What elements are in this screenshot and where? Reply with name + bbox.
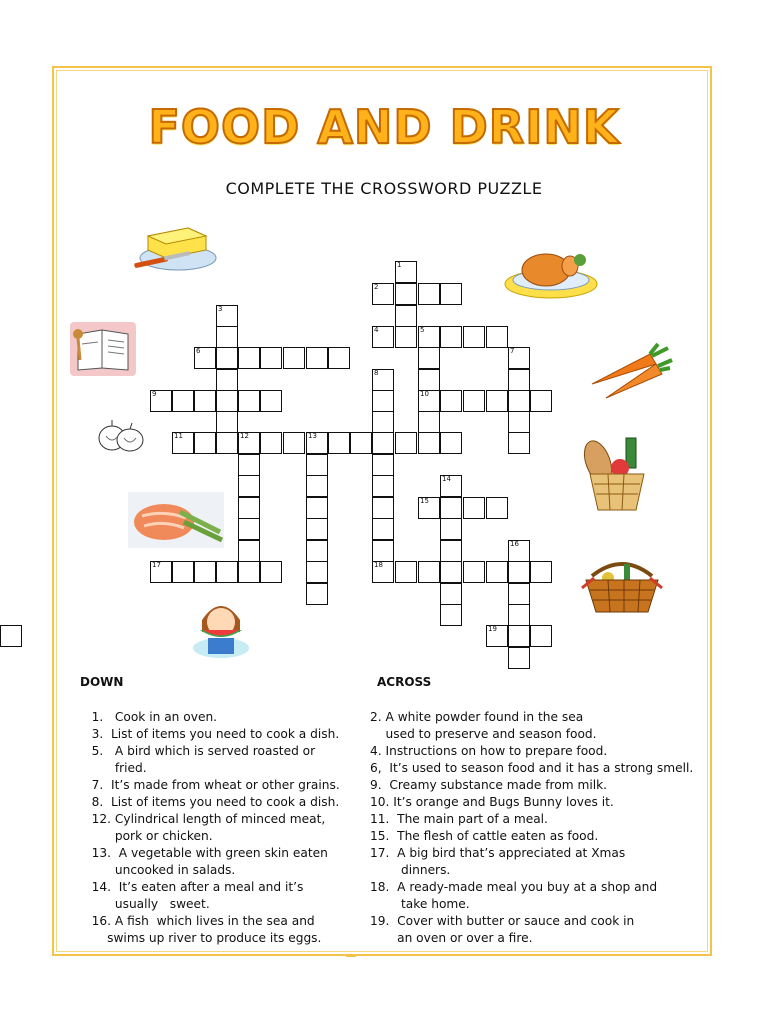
border-mark (346, 955, 356, 957)
recipe-book-icon (68, 320, 138, 378)
clue-number: 13 (308, 432, 317, 440)
crossword-cell[interactable] (306, 583, 328, 605)
crossword-cell[interactable] (238, 475, 260, 497)
across-clue-line: 15. The flesh of cattle eaten as food. (370, 829, 599, 843)
crossword-cell[interactable] (172, 390, 194, 412)
clue-number: 12 (240, 432, 249, 440)
crossword-cell[interactable] (508, 432, 530, 454)
crossword-cell[interactable] (395, 283, 417, 305)
crossword-cell[interactable] (260, 432, 282, 454)
crossword-cell[interactable] (238, 518, 260, 540)
down-clue-line: 3. List of items you need to cook a dish. (80, 727, 340, 741)
crossword-cell[interactable] (372, 283, 394, 305)
crossword-cell[interactable] (306, 432, 328, 454)
down-clue-line: 7. It’s made from wheat or other grains. (80, 778, 340, 792)
page-title: FOOD AND DRINK (148, 100, 620, 154)
crossword-cell[interactable] (508, 540, 530, 562)
down-clue-line: uncooked in salads. (80, 863, 236, 877)
down-clue-line: usually sweet. (80, 897, 210, 911)
crossword-cell[interactable] (216, 347, 238, 369)
crossword-cell[interactable] (260, 390, 282, 412)
crossword-cell[interactable] (172, 432, 194, 454)
butter-icon (130, 218, 220, 274)
crossword-cell[interactable] (418, 390, 440, 412)
crossword-cell[interactable] (395, 261, 417, 283)
crossword-cell[interactable] (463, 326, 485, 348)
roast-chicken-icon (502, 246, 600, 302)
crossword-cell[interactable] (440, 475, 462, 497)
crossword-cell[interactable] (238, 540, 260, 562)
crossword-cell[interactable] (216, 561, 238, 583)
across-clue-line: 19. Cover with butter or sauce and cook in (370, 914, 635, 928)
crossword-cell[interactable] (440, 432, 462, 454)
crossword-cell[interactable] (306, 454, 328, 476)
crossword-cell[interactable] (395, 305, 417, 327)
crossword-cell[interactable] (508, 411, 530, 433)
crossword-cell[interactable] (194, 390, 216, 412)
clue-number: 4 (374, 326, 379, 334)
crossword-cell[interactable] (306, 497, 328, 519)
crossword-cell[interactable] (440, 583, 462, 605)
crossword-cell[interactable] (486, 390, 508, 412)
crossword-cell[interactable] (260, 561, 282, 583)
clue-number: 17 (152, 561, 161, 569)
crossword-cell[interactable] (440, 518, 462, 540)
crossword-cell[interactable] (418, 561, 440, 583)
crossword-cell[interactable] (372, 432, 394, 454)
crossword-cell[interactable] (418, 347, 440, 369)
crossword-cell[interactable] (216, 305, 238, 327)
across-clue-line: 6, It’s used to season food and it has a strong smell. (370, 761, 694, 775)
crossword-cell[interactable] (172, 561, 194, 583)
crossword-cell[interactable] (395, 561, 417, 583)
girl-eating-watermelon-icon (190, 592, 252, 658)
crossword-cell[interactable] (150, 390, 172, 412)
down-clue-line: 16. A fish which lives in the sea and (80, 914, 315, 928)
crossword-cell[interactable] (238, 347, 260, 369)
crossword-cell[interactable] (216, 411, 238, 433)
crossword-cell[interactable] (486, 561, 508, 583)
crossword-cell[interactable] (395, 432, 417, 454)
down-clue-line: 1. Cook in an oven. (80, 710, 218, 724)
crossword-cell[interactable] (306, 540, 328, 562)
clue-number: 8 (374, 369, 379, 377)
crossword-cell[interactable] (508, 625, 530, 647)
crossword-cell[interactable] (238, 390, 260, 412)
clue-number: 16 (510, 540, 519, 548)
down-clue-line: swims up river to produce its eggs. (80, 931, 322, 945)
clue-number: 15 (420, 497, 429, 505)
across-clue-line: 17. A big bird that’s appreciated at Xmas (370, 846, 626, 860)
crossword-cell[interactable] (530, 561, 552, 583)
crossword-cell[interactable] (216, 390, 238, 412)
crossword-cell[interactable] (306, 561, 328, 583)
crossword-cell[interactable] (440, 540, 462, 562)
page-subtitle: COMPLETE THE CROSSWORD PUZZLE (225, 179, 543, 198)
clue-number: 10 (420, 390, 429, 398)
crossword-cell[interactable] (395, 326, 417, 348)
crossword-cell[interactable] (238, 454, 260, 476)
crossword-cell[interactable] (216, 326, 238, 348)
clue-number: 19 (488, 625, 497, 633)
crossword-cell[interactable] (440, 283, 462, 305)
crossword-cell[interactable] (418, 326, 440, 348)
clue-number: 3 (218, 305, 223, 313)
crossword-cell[interactable] (486, 625, 508, 647)
across-clues-list (370, 709, 693, 947)
crossword-cell[interactable] (440, 561, 462, 583)
crossword-cell[interactable] (372, 369, 394, 391)
across-clue-line: used to preserve and season food. (370, 727, 597, 741)
crossword-cell[interactable] (486, 497, 508, 519)
garlic-icon (96, 418, 146, 454)
crossword-cell[interactable] (486, 326, 508, 348)
across-clue-line: take home. (370, 897, 470, 911)
crossword-cell[interactable] (283, 347, 305, 369)
picnic-basket-icon (578, 558, 666, 614)
crossword-cell[interactable] (306, 347, 328, 369)
clue-number: 1 (397, 261, 402, 269)
crossword-cell[interactable] (508, 647, 530, 669)
crossword-cell[interactable] (508, 390, 530, 412)
crossword-cell[interactable] (372, 475, 394, 497)
crossword-cell[interactable] (283, 432, 305, 454)
crossword-cell[interactable] (306, 475, 328, 497)
crossword-cell[interactable] (328, 347, 350, 369)
down-clue-line: 14. It’s eaten after a meal and it’s (80, 880, 304, 894)
clue-number: 9 (152, 390, 157, 398)
clue-number: 5 (420, 326, 425, 334)
across-clue-line: 2. A white powder found in the sea (370, 710, 584, 724)
crossword-cell[interactable] (216, 369, 238, 391)
crossword-cell[interactable] (260, 347, 282, 369)
crossword-cell[interactable] (238, 432, 260, 454)
clue-number: 14 (442, 475, 451, 483)
crossword-cell[interactable] (440, 497, 462, 519)
crossword-cell[interactable] (463, 497, 485, 519)
clue-number: 18 (374, 561, 383, 569)
across-clue-line: an oven or over a fire. (370, 931, 533, 945)
down-clue-line: pork or chicken. (80, 829, 213, 843)
down-clue-line: 8. List of items you need to cook a dish. (80, 795, 340, 809)
crossword-cell[interactable] (350, 432, 372, 454)
crossword-cell[interactable] (372, 454, 394, 476)
across-clue-line: 18. A ready-made meal you buy at a shop and (370, 880, 658, 894)
down-clue-line: 12. Cylindrical length of minced meat, (80, 812, 326, 826)
across-clue-line: dinners. (370, 863, 451, 877)
crossword-cell[interactable] (508, 561, 530, 583)
crossword-cell[interactable] (372, 326, 394, 348)
crossword-cell[interactable] (372, 540, 394, 562)
clue-number: 6 (196, 347, 201, 355)
crossword-cell[interactable] (418, 369, 440, 391)
crossword-cell[interactable] (530, 625, 552, 647)
grocery-basket-icon (574, 432, 654, 512)
crossword-cell[interactable] (530, 390, 552, 412)
crossword-cell[interactable] (372, 561, 394, 583)
crossword-cell[interactable] (0, 625, 22, 647)
crossword-cell[interactable] (508, 604, 530, 626)
crossword-cell[interactable] (238, 497, 260, 519)
crossword-cell[interactable] (372, 518, 394, 540)
clue-number: 2 (374, 283, 379, 291)
crossword-cell[interactable] (418, 497, 440, 519)
across-clue-line: 9. Creamy substance made from milk. (370, 778, 608, 792)
crossword-cell[interactable] (463, 561, 485, 583)
clue-number: 11 (174, 432, 183, 440)
across-clue-line: 10. It’s orange and Bugs Bunny loves it. (370, 795, 614, 809)
crossword-cell[interactable] (440, 604, 462, 626)
down-clue-line: 13. A vegetable with green skin eaten (80, 846, 328, 860)
down-clue-line: fried. (80, 761, 147, 775)
crossword-cell[interactable] (194, 432, 216, 454)
crossword-cell[interactable] (372, 497, 394, 519)
crossword-cell[interactable] (306, 518, 328, 540)
crossword-cell[interactable] (508, 369, 530, 391)
crossword-cell[interactable] (150, 561, 172, 583)
crossword-cell[interactable] (418, 411, 440, 433)
crossword-cell[interactable] (508, 347, 530, 369)
crossword-cell[interactable] (463, 390, 485, 412)
crossword-cell[interactable] (508, 583, 530, 605)
clue-number: 7 (510, 347, 515, 355)
crossword-cell[interactable] (372, 390, 394, 412)
crossword-cell[interactable] (238, 561, 260, 583)
crossword-cell[interactable] (440, 326, 462, 348)
salmon-icon (128, 492, 224, 548)
carrots-icon (586, 342, 674, 402)
down-heading: DOWN (80, 675, 124, 689)
across-clue-line: 11. The main part of a meal. (370, 812, 548, 826)
crossword-cell[interactable] (328, 432, 350, 454)
crossword-cell[interactable] (418, 283, 440, 305)
across-heading: ACROSS (377, 675, 432, 689)
crossword-cell[interactable] (194, 561, 216, 583)
crossword-cell[interactable] (440, 390, 462, 412)
crossword-cell[interactable] (216, 432, 238, 454)
crossword-cell[interactable] (418, 432, 440, 454)
crossword-cell[interactable] (372, 411, 394, 433)
crossword-cell[interactable] (194, 347, 216, 369)
down-clues-list (80, 709, 340, 947)
across-clue-line: 4. Instructions on how to prepare food. (370, 744, 608, 758)
down-clue-line: 5. A bird which is served roasted or (80, 744, 316, 758)
